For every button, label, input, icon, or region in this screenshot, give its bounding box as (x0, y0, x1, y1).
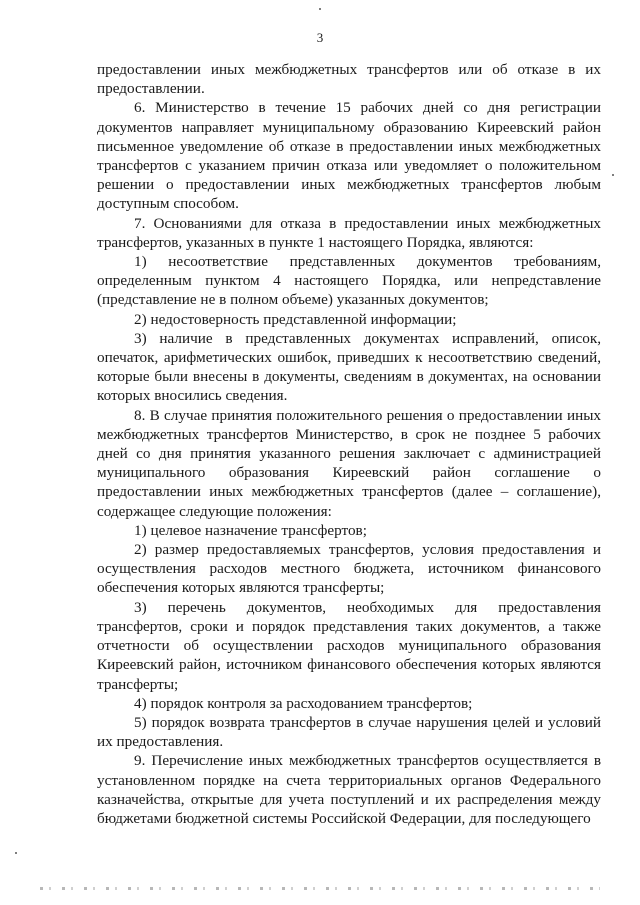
paragraph-9: 9. Перечисление иных межбюджетных трансфертов осуществляется в установленном порядке на счета территориальных органов Федерального казначейства, открытые для учета поступлений и их распределения между бюджетами бюджетной системы Российской Федерации, для последующего (97, 752, 601, 827)
paragraph-7-item-3: 3) наличие в представленных документах исправлений, описок, опечаток, арифметических ошибок, приведших к несоответствию сведений, которые были внесены в документы, сведениям в документах, на основании которых вносились сведения. (97, 329, 601, 405)
paragraph-6: 6. Министерство в течение 15 рабочих дней со дня регистрации документов направляет муниципальному образованию Киреевский район письменное уведомление об отказе в предоставлении иных межбюджетных трансфертов с указанием причин отказа или уведомляет о положительном решении о предоставлении иных межбюджетных трансфертов любым доступным способом. (97, 99, 601, 213)
scan-speck (612, 174, 614, 176)
paragraph-8-item-2: 2) размер предоставляемых трансфертов, условия предоставления и осуществления расходов местного бюджета, источником финансового обеспечения которых являются трансферты; (97, 541, 601, 597)
scan-speck (319, 8, 321, 10)
paragraph-7: 7. Основаниями для отказа в предоставлении иных межбюджетных трансфертов, указанных в пункте 1 настоящего Порядка, являются: (97, 214, 601, 251)
document-body (97, 60, 601, 828)
paragraph-8: 8. В случае принятия положительного решения о предоставлении иных межбюджетных трансфертов Министерство, в срок не позднее 5 рабочих дней со дня принятия указанного решения заключает с администрацией муниципального образования Киреевский район соглашение о предоставлении иных межбюджетных трансфертов (далее – соглашение), содержащее следующие положения: (97, 406, 601, 520)
paragraph-8-item-3: 3) перечень документов, необходимых для предоставления трансфертов, сроки и порядок представления таких документов, а также отчетности об осуществлении расходов муниципального образования Киреевский район, источником финансового обеспечения которых являются трансферты; (97, 598, 601, 693)
scan-speck (15, 852, 17, 854)
paragraph-8-item-1: 1) целевое назначение трансфертов; (134, 521, 367, 539)
paragraph-7-item-2: 2) недостоверность представленной информации; (134, 310, 457, 328)
paragraph-8-item-4: 4) порядок контроля за расходованием трансфертов; (134, 694, 473, 712)
paragraph-continuation: предоставлении иных межбюджетных трансфертов или об отказе в их предоставлении. (97, 61, 601, 98)
paragraph-8-item-5: 5) порядок возврата трансфертов в случае нарушения целей и условий их предоставления. (97, 713, 601, 751)
page-number: 3 (316, 30, 324, 45)
paragraph-7-item-1: 1) несоответствие представленных документов требованиям, определенным пунктом 4 настоящего Порядка, или непредставление (представление не в полном объеме) указанных документов; (97, 253, 601, 309)
scan-edge-artifact (40, 887, 600, 890)
